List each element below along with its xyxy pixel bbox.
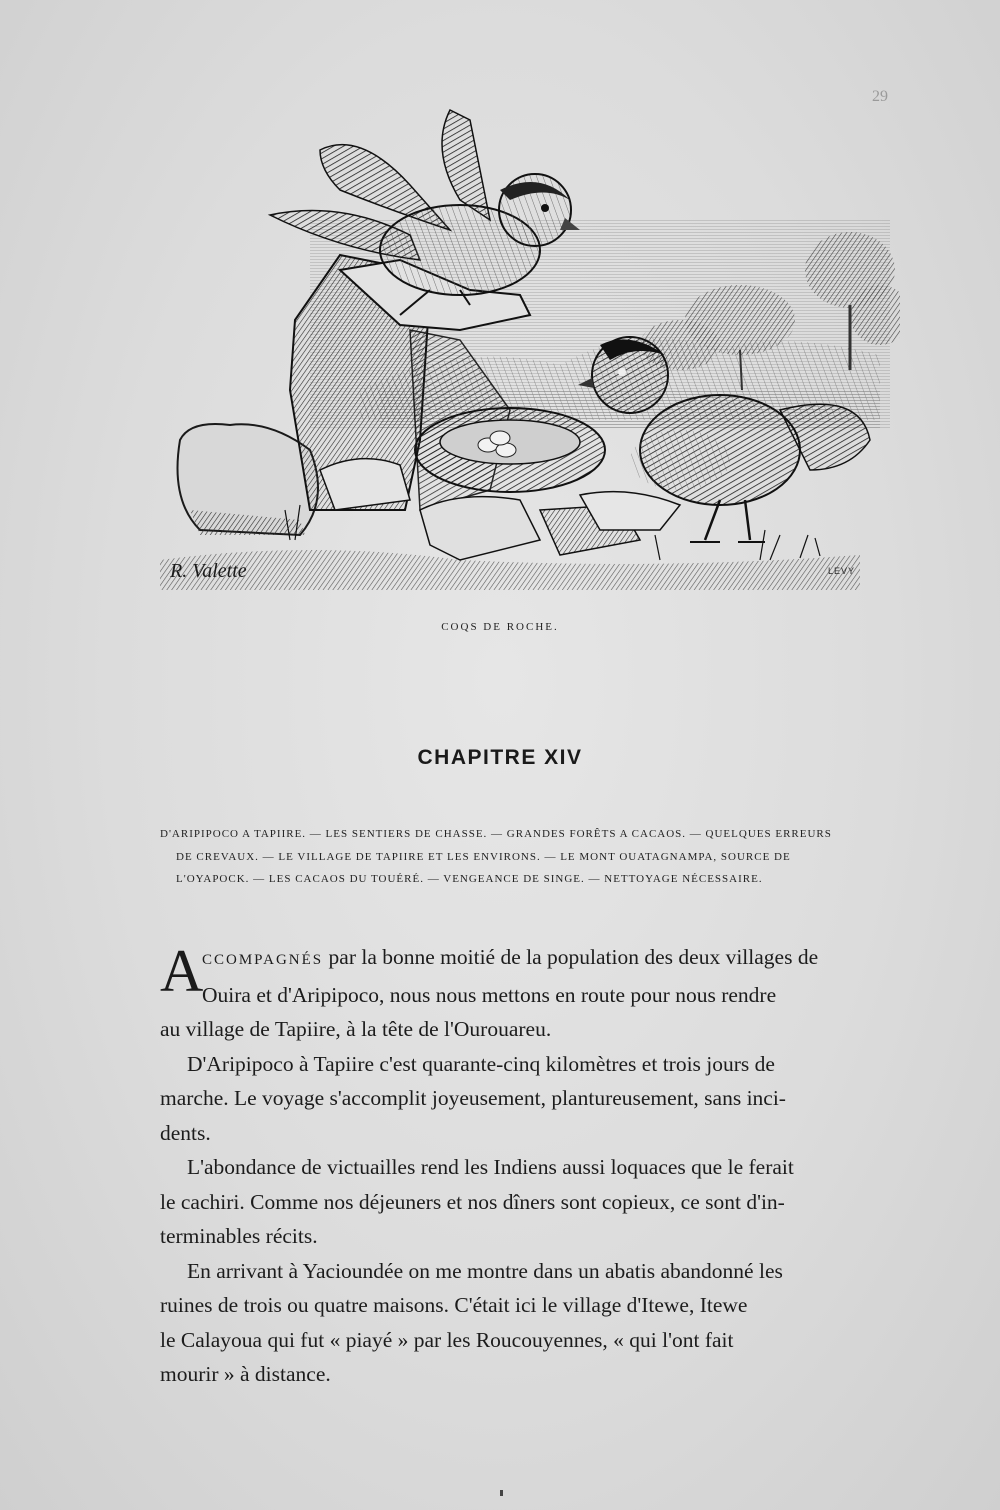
text-line xyxy=(160,1116,906,1151)
body-text xyxy=(160,940,906,1392)
line-text: le cachiri. Comme nos déjeuners et nos dîners sont copieux, ce sont d'in- xyxy=(160,1189,785,1214)
text-line xyxy=(160,1357,906,1392)
engraver-mark: LEVY xyxy=(828,566,856,576)
line-text: ruines de trois ou quatre maisons. C'était ici le village d'Itewe, Itewe xyxy=(160,1293,748,1317)
illustrator-signature: R. Valette xyxy=(170,560,247,582)
text-line xyxy=(160,1185,906,1220)
text-line xyxy=(160,1323,906,1358)
lead-smallcaps: CCOMPAGNÉS xyxy=(202,952,324,968)
text-line xyxy=(160,1047,906,1082)
print-mark xyxy=(500,1490,503,1496)
chapter-summary xyxy=(160,823,904,891)
summary-line: DE CREVAUX. — LE VILLAGE DE TAPIIRE ET LES ENVIRONS. — LE MONT OUATAGNAMPA, SOURCE DE xyxy=(176,850,791,863)
line-text: terminables récits. xyxy=(160,1224,318,1248)
text-line xyxy=(160,1150,906,1185)
line-text: marche. Le voyage s'accomplit joyeusement, plantureusement, sans inci- xyxy=(160,1086,786,1110)
line-text: mourir » à distance. xyxy=(160,1362,331,1386)
summary-line: D'ARIPIPOCO A TAPIIRE. — LES SENTIERS DE CHASSE. — GRANDES FORÊTS A CACAOS. — QUELQUES ERREURS xyxy=(160,828,832,840)
page-number: 29 xyxy=(872,88,888,105)
paragraph xyxy=(160,1254,906,1392)
text-line xyxy=(160,1288,906,1323)
text-line xyxy=(160,940,906,978)
drop-cap: A xyxy=(160,938,204,1004)
line-text: par la bonne moitié de la population des deux villages de xyxy=(328,945,819,969)
text-line xyxy=(160,1012,906,1047)
line-text: au village de Tapiire, à la tête de l'Ourouareu. xyxy=(160,1017,552,1041)
illustration-engraving xyxy=(160,90,900,590)
chapter-title: CHAPITRE XIV xyxy=(417,746,583,769)
paragraph xyxy=(160,1150,906,1254)
paragraph xyxy=(160,1047,906,1151)
line-text: Ouira et d'Aripipoco, nous nous mettons en route pour nous rendre xyxy=(202,982,777,1007)
line-text: L'abondance de victuailles rend les Indiens aussi loquaces que le ferait xyxy=(187,1155,794,1179)
line-text: En arrivant à Yacioundée on me montre dans un abatis abandonné les xyxy=(187,1258,783,1283)
illustration-caption: COQS DE ROCHE. xyxy=(441,621,559,633)
line-text: dents. xyxy=(160,1120,211,1145)
engraving-birds-nest-icon xyxy=(160,90,900,590)
line-text: le Calayoua qui fut « piayé » par les Roucouyennes, « qui l'ont fait xyxy=(160,1327,734,1352)
summary-line: L'OYAPOCK. — LES CACAOS DU TOUÉRÉ. — VENGEANCE DE SINGE. — NETTOYAGE NÉCESSAIRE. xyxy=(176,873,763,885)
text-line xyxy=(160,1254,906,1289)
text-line xyxy=(160,1219,906,1254)
line-text: D'Aripipoco à Tapiire c'est quarante-cinq kilomètres et trois jours de xyxy=(187,1051,775,1076)
text-line xyxy=(160,978,906,1013)
paragraph xyxy=(160,940,906,1047)
text-line xyxy=(160,1081,906,1116)
